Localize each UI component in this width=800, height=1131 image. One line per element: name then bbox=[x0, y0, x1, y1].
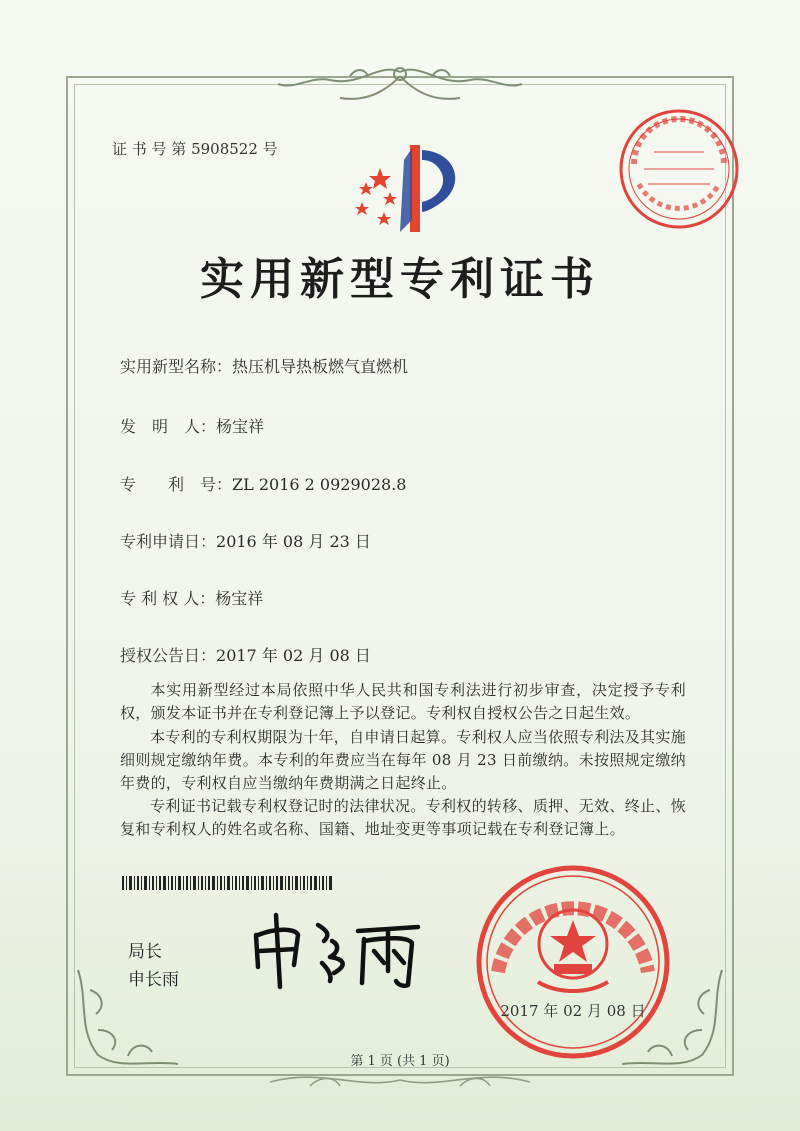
page-number: 第 1 页 (共 1 页) bbox=[350, 1054, 450, 1069]
field-inventor bbox=[120, 414, 264, 437]
certificate-title: 实用新型专利证书 bbox=[200, 254, 600, 305]
paragraph-legal-status bbox=[120, 795, 686, 841]
field-value: 热压机导热板燃气直燃机 bbox=[232, 357, 409, 376]
paragraph-text: 本专利的专利权期限为十年，自申请日起算。专利权人应当依照专利法及其实施细则规定缴纳年费。本专利的年费应当在每年 08 月 23 日前缴纳。未按照规定缴纳年费的，专利权自应当缴纳年费期满之日起终止。 bbox=[120, 728, 686, 792]
paragraph-text: 本实用新型经过本局依照中华人民共和国专利法进行初步审查，决定授予专利权，颁发本证书并在专利登记簿上予以登记。专利权自授权公告之日起生效。 bbox=[120, 681, 686, 722]
paragraph-text: 专利证书记载专利权登记时的法律状况。专利权的转移、质押、无效、终止、恢复和专利权人的姓名或名称、国籍、地址变更等事项记载在专利登记簿上。 bbox=[120, 797, 686, 838]
signatory-name: 申长雨 bbox=[128, 970, 179, 990]
field-value: 2017 年 02 月 08 日 bbox=[216, 646, 371, 665]
field-label: 专 利 号： bbox=[120, 475, 233, 494]
field-value: 2016 年 08 月 23 日 bbox=[216, 532, 371, 551]
field-value: 杨宝祥 bbox=[215, 589, 264, 608]
barcode-icon bbox=[122, 876, 332, 890]
field-grant-date bbox=[120, 643, 371, 666]
field-patent-number bbox=[120, 472, 406, 495]
field-value: ZL 2016 2 0929028.8 bbox=[232, 475, 407, 494]
tax-stamp-icon bbox=[614, 104, 744, 234]
field-label: 专利申请日： bbox=[120, 532, 217, 551]
paragraph-grant-statement bbox=[120, 679, 686, 725]
handwritten-signature-icon bbox=[248, 905, 438, 990]
field-filing-date bbox=[120, 529, 371, 552]
field-utility-model-name bbox=[120, 354, 408, 377]
field-label: 发 明 人： bbox=[120, 417, 217, 436]
field-value: 杨宝祥 bbox=[216, 417, 265, 436]
certificate-number: 证 书 号 第 5908522 号 bbox=[112, 140, 278, 158]
cnipa-logo-icon bbox=[340, 140, 470, 235]
signatory-title: 局长 bbox=[128, 942, 162, 962]
paragraph-term-statement bbox=[120, 726, 686, 795]
cnipa-official-seal-icon bbox=[468, 862, 678, 1062]
field-label: 授权公告日： bbox=[120, 646, 217, 665]
field-patentee bbox=[120, 586, 263, 609]
field-label: 实用新型名称： bbox=[120, 357, 233, 376]
top-ornament-icon bbox=[270, 62, 530, 112]
seal-date: 2017 年 02 月 08 日 bbox=[500, 1002, 646, 1020]
field-label: 专 利 权 人： bbox=[120, 589, 216, 608]
